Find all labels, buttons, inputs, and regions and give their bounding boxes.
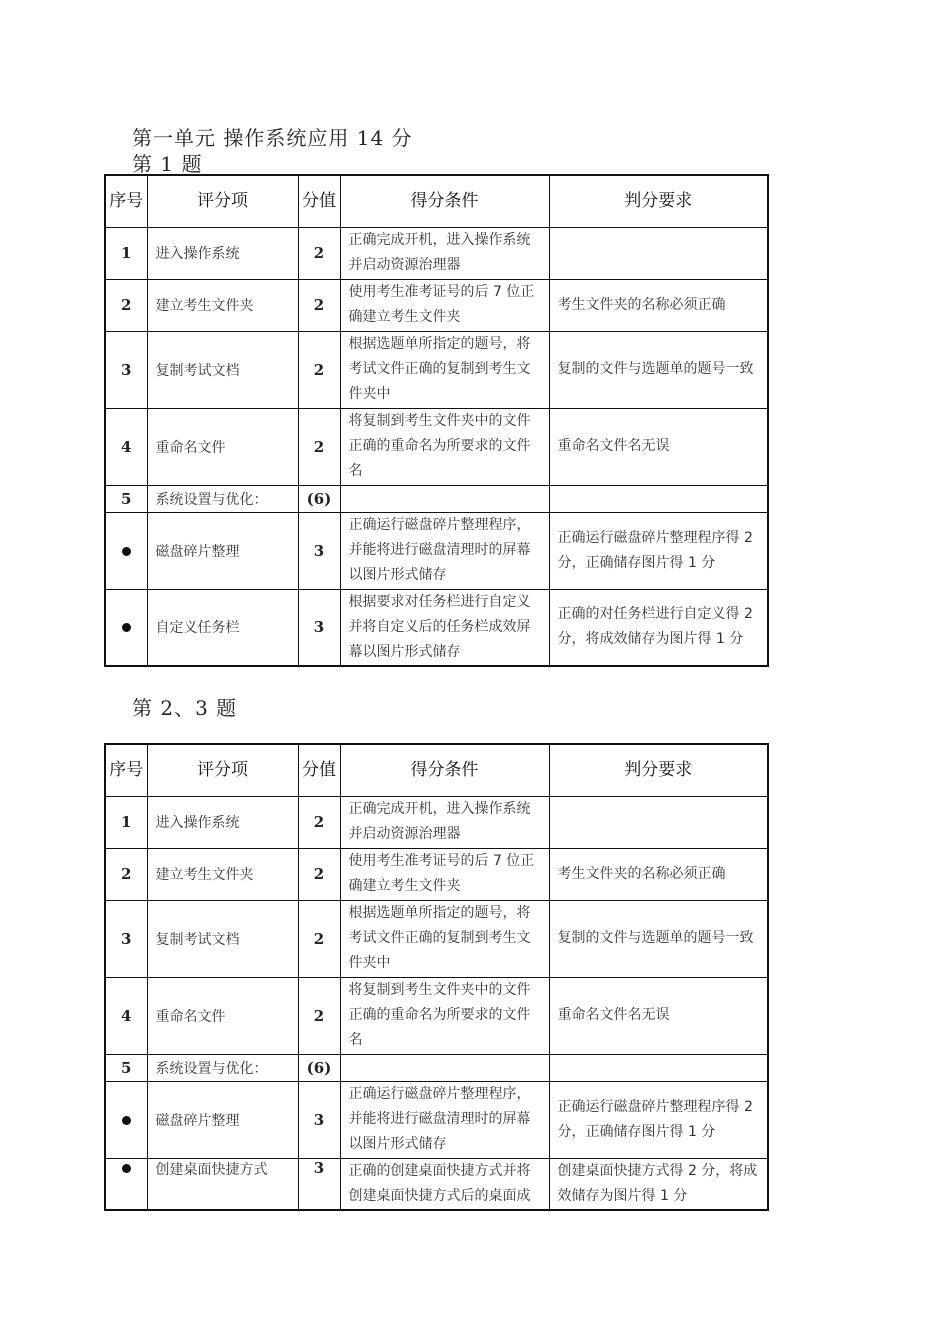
row-condition: 正确完成开机，进入操作系统并启动资源治理器 [340, 796, 549, 848]
row-item: 重命名文件 [147, 977, 298, 1054]
row-item: 进入操作系统 [147, 796, 298, 848]
bullet-icon [122, 547, 131, 556]
row-condition: 将复制到考生文件夹中的文件正确的重命名为所要求的文件名 [340, 977, 549, 1054]
row-score: 2 [298, 331, 340, 408]
row-condition [340, 1054, 549, 1081]
row-score: 3 [298, 1158, 340, 1210]
question-2-3-title: 第 2、3 题 [132, 696, 238, 720]
row-item: 复制考试文档 [147, 900, 298, 977]
row-score: 3 [298, 512, 340, 589]
row-requirement [549, 227, 768, 279]
row-item: 重命名文件 [147, 408, 298, 485]
header-score: 分值 [298, 744, 340, 796]
table-row [105, 485, 768, 512]
row-number [105, 512, 147, 589]
header-condition: 得分条件 [340, 744, 549, 796]
row-score: 2 [298, 848, 340, 900]
table-header-row [105, 175, 768, 227]
table-row [105, 1054, 768, 1081]
question-1-title: 第 1 题 [132, 152, 203, 176]
row-item: 复制考试文档 [147, 331, 298, 408]
row-requirement: 复制的文件与选题单的题号一致 [549, 900, 768, 977]
row-requirement: 正确运行磁盘碎片整理程序得 2 分，正确储存图片得 1 分 [549, 1081, 768, 1158]
row-number [105, 589, 147, 666]
bullet-icon [122, 1116, 131, 1125]
row-requirement: 重命名文件名无误 [549, 977, 768, 1054]
table-row [105, 589, 768, 666]
row-requirement: 创建桌面快捷方式得 2 分，将成效储存为图片得 1 分 [549, 1158, 768, 1210]
table-row [105, 848, 768, 900]
row-number: 1 [105, 796, 147, 848]
header-num: 序号 [105, 744, 147, 796]
row-number: 4 [105, 977, 147, 1054]
row-number: 1 [105, 227, 147, 279]
row-score: (6) [298, 1054, 340, 1081]
row-item: 创建桌面快捷方式 [147, 1158, 298, 1210]
row-item: 建立考生文件夹 [147, 848, 298, 900]
row-requirement [549, 796, 768, 848]
table-row [105, 1158, 768, 1210]
row-condition: 使用考生准考证号的后 7 位正确建立考生文件夹 [340, 279, 549, 331]
row-number: 3 [105, 900, 147, 977]
row-score: 2 [298, 408, 340, 485]
row-number: 5 [105, 485, 147, 512]
header-condition: 得分条件 [340, 175, 549, 227]
table-row [105, 512, 768, 589]
row-score: (6) [298, 485, 340, 512]
table-row [105, 227, 768, 279]
row-condition: 正确运行磁盘碎片整理程序，并能将进行磁盘清理时的屏幕以图片形式储存 [340, 512, 549, 589]
row-score: 2 [298, 900, 340, 977]
table-header-row [105, 744, 768, 796]
row-requirement: 重命名文件名无误 [549, 408, 768, 485]
row-condition: 正确运行磁盘碎片整理程序，并能将进行磁盘清理时的屏幕以图片形式储存 [340, 1081, 549, 1158]
header-requirement: 判分要求 [549, 175, 768, 227]
table-row [105, 977, 768, 1054]
row-requirement: 正确的对任务栏进行自定义得 2 分，将成效储存为图片得 1 分 [549, 589, 768, 666]
header-num: 序号 [105, 175, 147, 227]
row-number: 3 [105, 331, 147, 408]
row-number: 2 [105, 279, 147, 331]
row-item: 磁盘碎片整理 [147, 512, 298, 589]
unit-title: 第一单元 操作系统应用 14 分 [132, 126, 413, 150]
table-row [105, 1081, 768, 1158]
grading-table-2 [104, 743, 769, 1211]
row-item: 自定义任务栏 [147, 589, 298, 666]
row-number: 4 [105, 408, 147, 485]
row-condition: 将复制到考生文件夹中的文件正确的重命名为所要求的文件名 [340, 408, 549, 485]
table-row [105, 279, 768, 331]
bullet-icon [122, 1164, 131, 1173]
row-item: 进入操作系统 [147, 227, 298, 279]
row-requirement: 考生文件夹的名称必须正确 [549, 279, 768, 331]
table-row [105, 331, 768, 408]
row-item: 建立考生文件夹 [147, 279, 298, 331]
row-score: 2 [298, 279, 340, 331]
row-condition: 使用考生准考证号的后 7 位正确建立考生文件夹 [340, 848, 549, 900]
row-requirement [549, 1054, 768, 1081]
row-requirement [549, 485, 768, 512]
header-score: 分值 [298, 175, 340, 227]
table-row [105, 408, 768, 485]
row-condition: 正确完成开机，进入操作系统并启动资源治理器 [340, 227, 549, 279]
row-condition: 根据选题单所指定的题号，将考试文件正确的复制到考生文件夹中 [340, 900, 549, 977]
row-condition: 根据要求对任务栏进行自定义并将自定义后的任务栏成效屏幕以图片形式储存 [340, 589, 549, 666]
row-item: 磁盘碎片整理 [147, 1081, 298, 1158]
row-number: 2 [105, 848, 147, 900]
row-requirement: 复制的文件与选题单的题号一致 [549, 331, 768, 408]
row-item: 系统设置与优化： [147, 1054, 298, 1081]
row-requirement: 考生文件夹的名称必须正确 [549, 848, 768, 900]
row-score: 2 [298, 977, 340, 1054]
header-item: 评分项 [147, 175, 298, 227]
row-requirement: 正确运行磁盘碎片整理程序得 2 分，正确储存图片得 1 分 [549, 512, 768, 589]
row-condition: 正确的创建桌面快捷方式并将创建桌面快捷方式后的桌面成 [340, 1158, 549, 1210]
grading-table-1 [104, 174, 769, 667]
row-score: 3 [298, 589, 340, 666]
row-number [105, 1158, 147, 1210]
row-item: 系统设置与优化： [147, 485, 298, 512]
row-number: 5 [105, 1054, 147, 1081]
header-requirement: 判分要求 [549, 744, 768, 796]
row-score: 2 [298, 796, 340, 848]
row-score: 2 [298, 227, 340, 279]
row-condition: 根据选题单所指定的题号，将考试文件正确的复制到考生文件夹中 [340, 331, 549, 408]
bullet-icon [122, 623, 131, 632]
table-row [105, 796, 768, 848]
row-condition [340, 485, 549, 512]
row-number [105, 1081, 147, 1158]
table-row [105, 900, 768, 977]
header-item: 评分项 [147, 744, 298, 796]
row-score: 3 [298, 1081, 340, 1158]
